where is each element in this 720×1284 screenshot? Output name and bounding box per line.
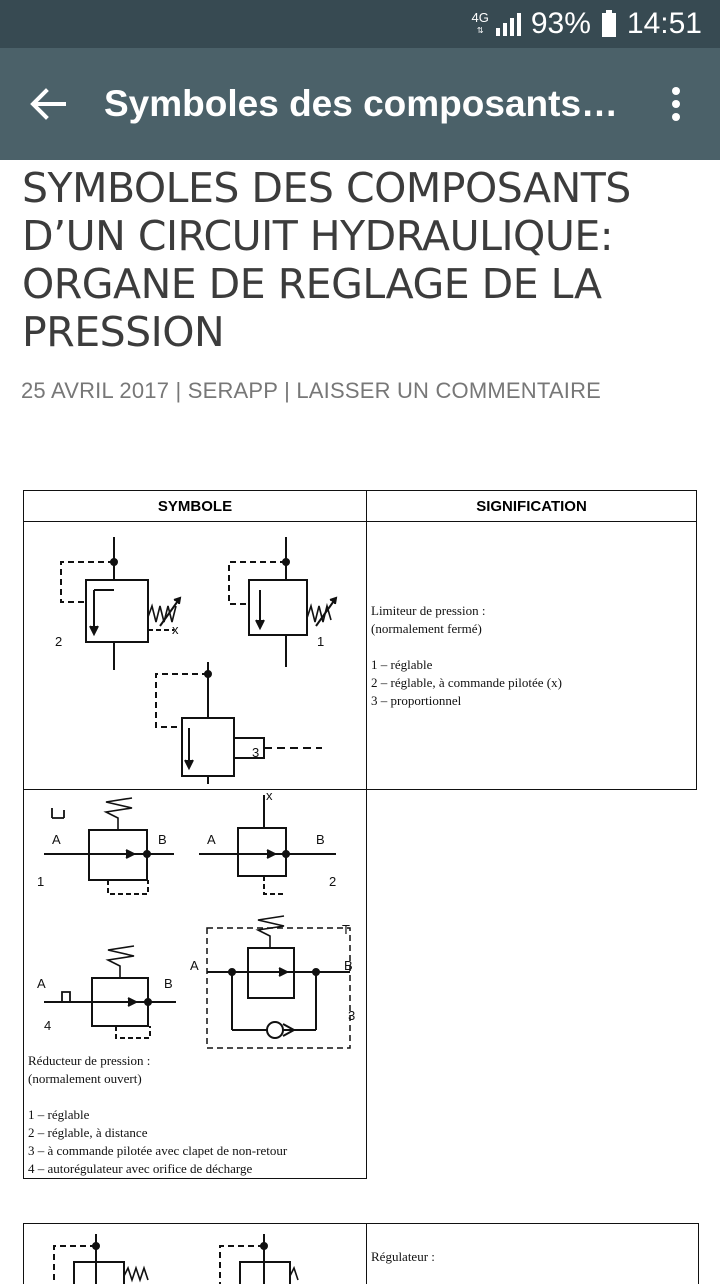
reducteur-item: 3 – à commande pilotée avec clapet de non-retour (28, 1143, 288, 1158)
diagram-label: 2 (55, 634, 63, 649)
table-row (24, 790, 697, 1179)
diagram-label: 4 (44, 1018, 52, 1033)
regulator-table (23, 1223, 699, 1284)
header-symbole: SYMBOLE (24, 491, 367, 522)
diagram-label: A (207, 832, 216, 847)
table-divider (366, 1224, 367, 1284)
symbols-table (23, 490, 697, 1179)
reducteur-item: 2 – réglable, à distance (28, 1125, 148, 1140)
diagram-label: A (190, 958, 199, 973)
header-signification: SIGNIFICATION (367, 491, 697, 522)
limiteur-item: 2 – réglable, à commande pilotée (x) (371, 675, 562, 690)
symbol-cell-limiteur (24, 522, 367, 790)
status-icons (472, 6, 702, 42)
reducteur-title: Réducteur de pression : (28, 1053, 151, 1068)
diagram-label: 3 (348, 1008, 356, 1023)
meta-separator: | (277, 378, 297, 403)
page-title: Symboles des composants… (104, 83, 619, 124)
limiteur-item: 3 – proportionnel (371, 693, 462, 708)
status-bar (0, 0, 720, 48)
meaning-cell-limiteur (367, 522, 697, 790)
more-vertical-icon[interactable] (660, 82, 692, 128)
arrow-left-icon[interactable] (28, 84, 68, 124)
diagram-label: B (164, 976, 173, 991)
pressure-limiter-symbols (24, 522, 364, 784)
diagram-label: 1 (317, 634, 325, 649)
diagram-label: T (342, 922, 350, 937)
battery-percent: 93% (530, 7, 591, 40)
article-heading: SYMBOLES DES COMPOSANTS D’UN CIRCUIT HYDRAULIQUE: ORGANE DE REGLAGE DE LA PRESSION (22, 164, 631, 356)
diagram-label: A (37, 976, 46, 991)
diagram-label: x (266, 788, 273, 803)
limiteur-description (367, 522, 696, 710)
regulateur-title: Régulateur : (371, 1249, 435, 1264)
post-date[interactable]: 25 AVRIL 2017 (21, 378, 170, 403)
data-arrows-icon: ⇅ (476, 26, 484, 35)
reducteur-subtitle: (normalement ouvert) (28, 1071, 142, 1086)
diagram-label: x (172, 622, 179, 637)
regulator-symbols (24, 1224, 364, 1284)
diagram-label: 3 (252, 745, 260, 760)
diagram-label: B (344, 958, 353, 973)
diagram-label: B (158, 832, 167, 847)
reducteur-description (28, 1052, 287, 1178)
network-indicator (472, 11, 489, 37)
diagram-label: 1 (37, 874, 45, 889)
diagram-label: A (52, 832, 61, 847)
app-bar (0, 48, 720, 160)
comment-link[interactable]: LAISSER UN COMMENTAIRE (296, 378, 602, 403)
clock: 14:51 (626, 7, 702, 40)
meta-separator: | (169, 378, 188, 403)
post-author[interactable]: SERAPP (187, 378, 278, 403)
diagram-label: B (316, 832, 325, 847)
signal-icon (495, 12, 521, 36)
reducteur-item: 4 – autorégulateur avec orifice de décharge (28, 1161, 253, 1176)
diagram-label: 2 (329, 874, 337, 889)
symbol-cell-reducteur (24, 790, 367, 1179)
table-header-row (24, 491, 697, 522)
network-type: 4G (471, 10, 489, 25)
limiteur-title: Limiteur de pression : (371, 603, 486, 618)
meaning-cell-reducteur (367, 790, 697, 1179)
limiteur-item: 1 – réglable (371, 657, 433, 672)
limiteur-subtitle: (normalement fermé) (371, 621, 482, 636)
reducteur-item: 1 – réglable (28, 1107, 90, 1122)
battery-icon (601, 10, 617, 38)
table-row (24, 522, 697, 790)
article-meta (21, 378, 601, 404)
pressure-reducer-symbols (24, 790, 364, 1052)
